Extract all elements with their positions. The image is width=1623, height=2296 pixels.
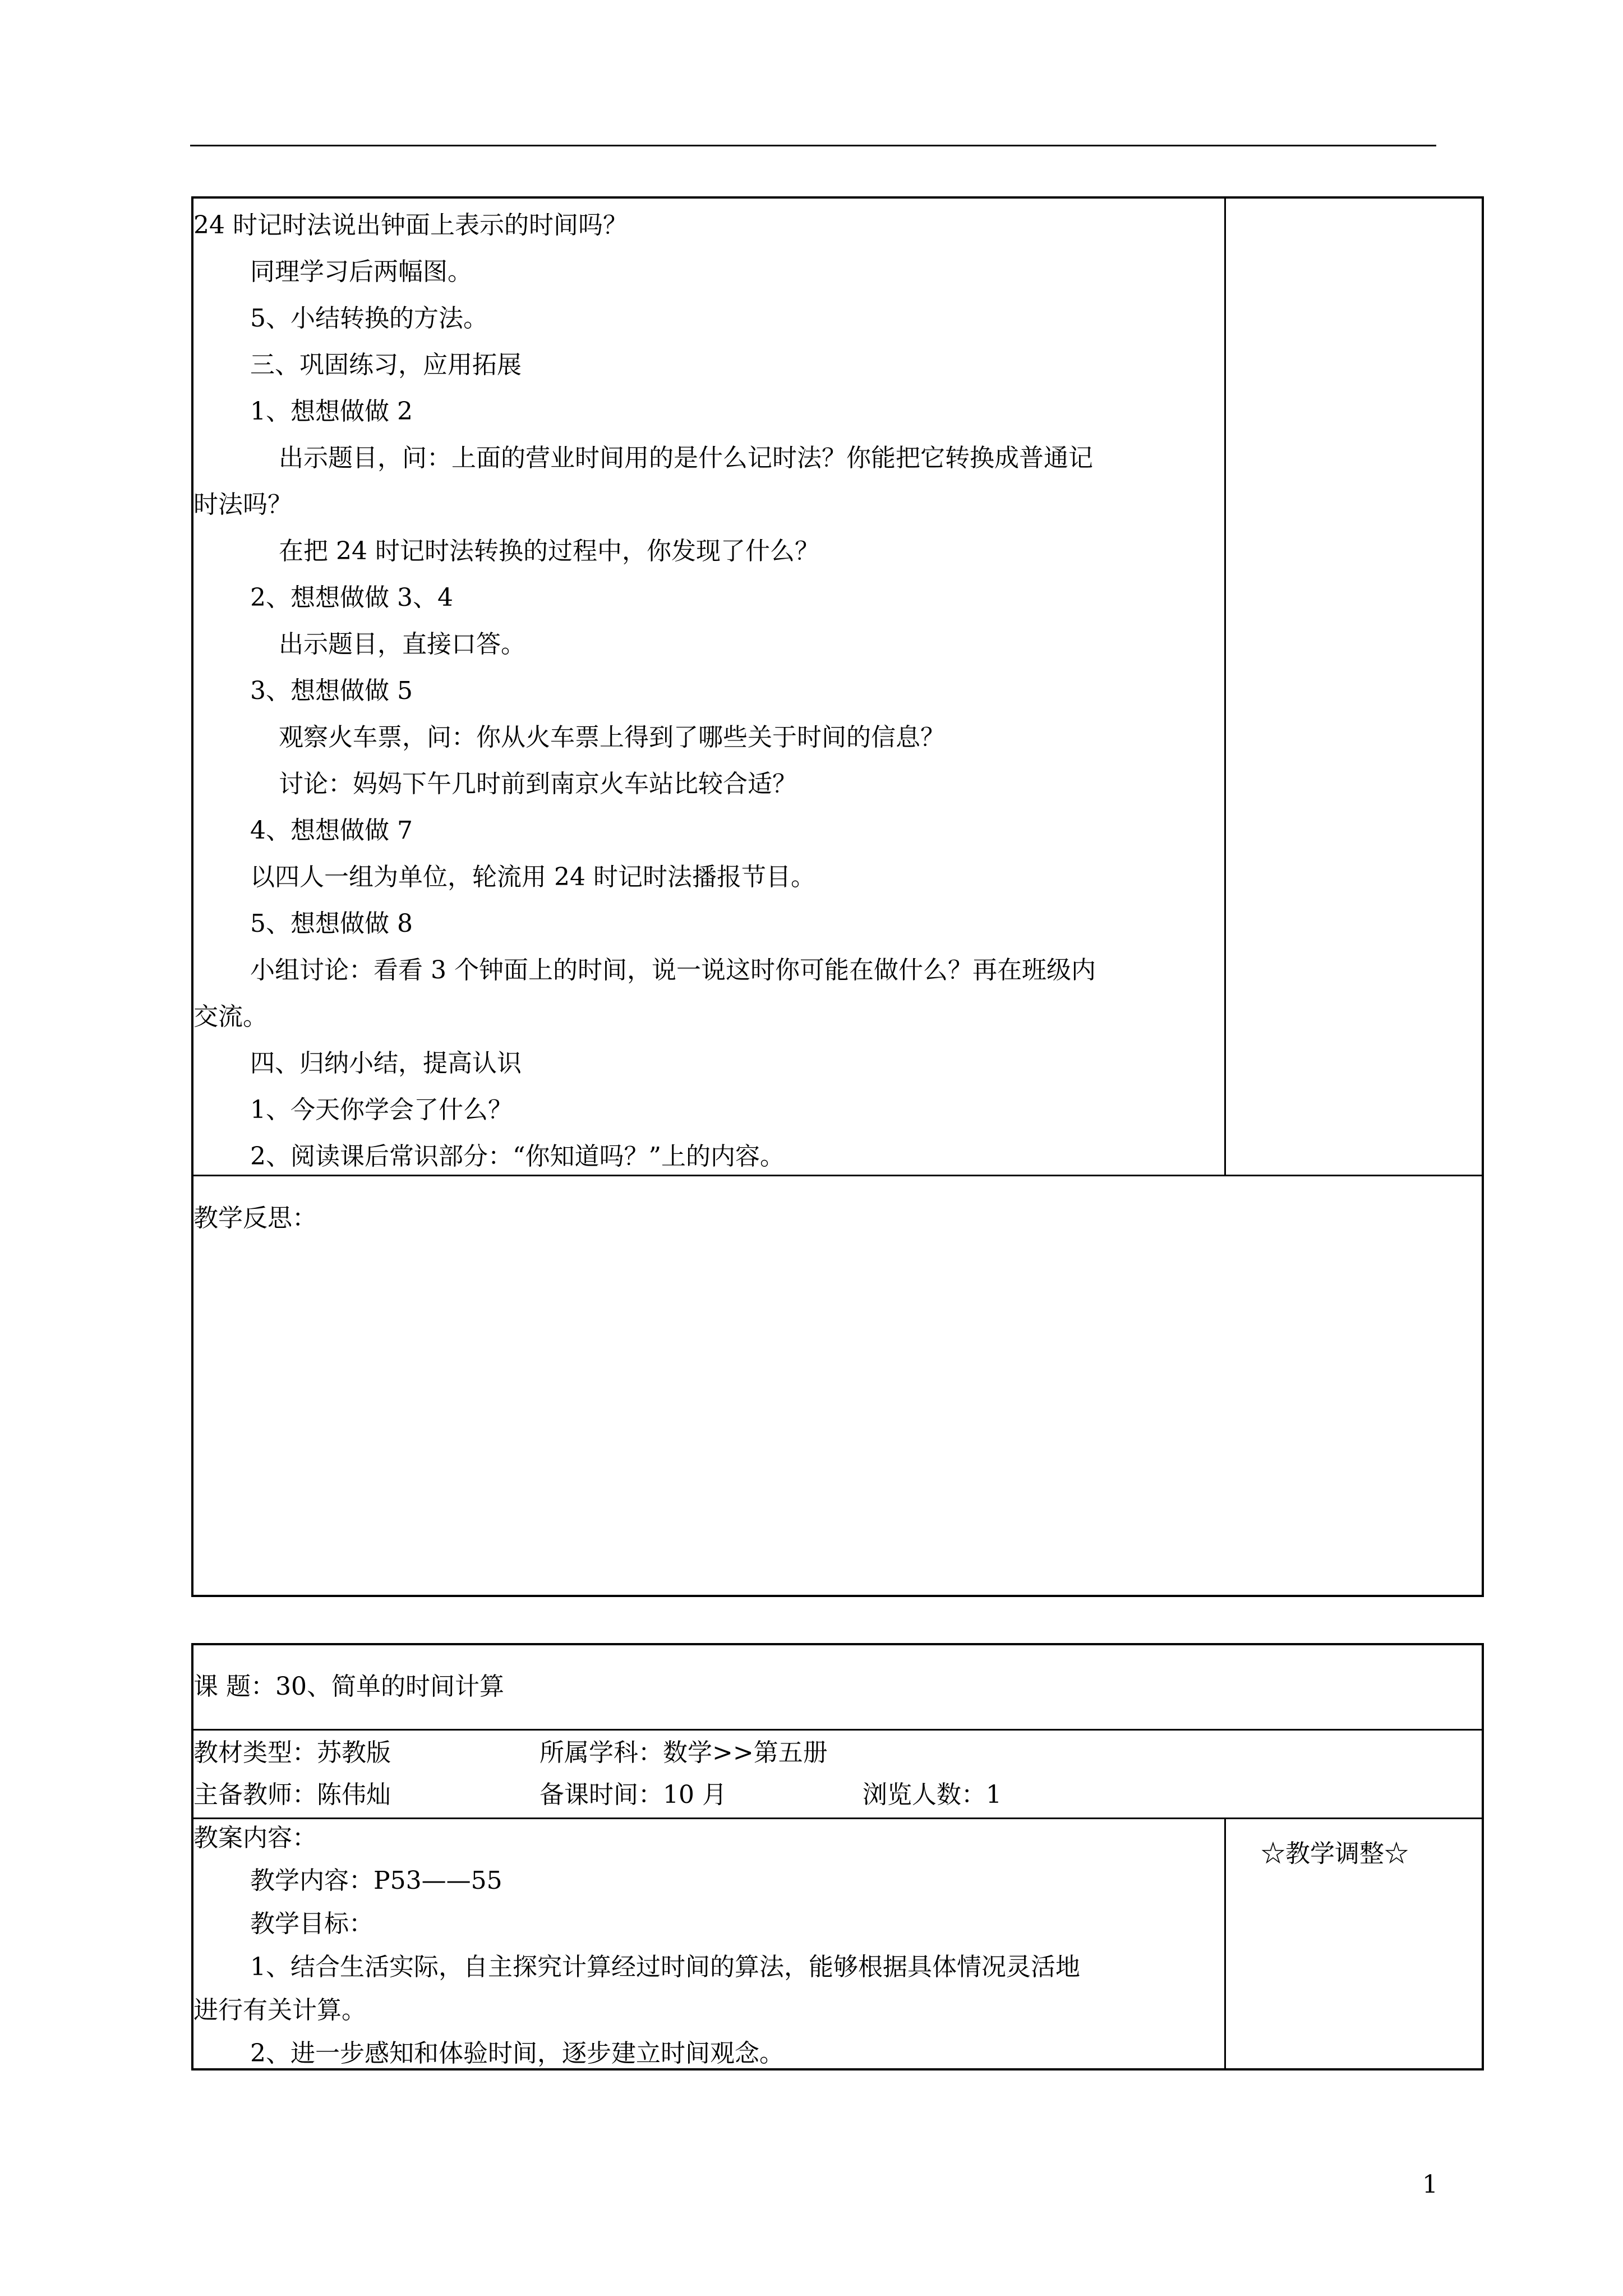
text-line: 时法吗？ (193, 490, 292, 519)
plan-label: 教案内容： (193, 1824, 317, 1852)
text-line: 教学目标： (250, 1910, 374, 1938)
reflection-divider (191, 1175, 1484, 1176)
reflection-label: 教学反思： (193, 1204, 317, 1232)
text-line: 5、小结转换的方法。 (250, 304, 488, 333)
lead-teacher: 主备教师：陈伟灿 (193, 1780, 391, 1809)
text-line: 小组讨论：看看 3 个钟面上的时间，说一说这时你可能在做什么？再在班级内 (250, 956, 1096, 984)
text-line: 2、想想做做 3、4 (250, 583, 453, 612)
text-line: 同理学习后两幅图。 (250, 257, 472, 286)
text-line: 三、巩固练习，应用拓展 (250, 351, 522, 379)
text-line: 1、今天你学会了什么？ (250, 1096, 513, 1124)
header-rule (190, 145, 1436, 146)
text-line: 1、结合生活实际，自主探究计算经过时间的算法，能够根据具体情况灵活地 (250, 1953, 1080, 1981)
text-line: 交流。 (193, 1002, 268, 1031)
text-line: 四、归纳小结，提高认识 (250, 1049, 522, 1078)
text-line: 观察火车票，问：你从火车票上得到了哪些关于时间的信息？ (279, 723, 945, 752)
text-line: 2、阅读课后常识部分：“你知道吗？”上的内容。 (250, 1142, 785, 1171)
text-line: 3、想想做做 5 (250, 677, 413, 705)
adjust-column-divider (1224, 196, 1226, 1175)
text-line: 在把 24 时记时法转换的过程中，你发现了什么？ (279, 537, 819, 565)
text-line: 2、进一步感知和体验时间，逐步建立时间观念。 (250, 2039, 784, 2068)
text-line: 出示题目，问：上面的营业时间用的是什么记时法？你能把它转换成普通记 (279, 444, 1093, 472)
title-divider (191, 1729, 1484, 1731)
view-count: 浏览人数：1 (863, 1780, 1002, 1809)
meta-divider (191, 1818, 1484, 1819)
text-line: 1、想想做做 2 (250, 397, 413, 426)
text-line: 24 时记时法说出钟面上表示的时间吗？ (193, 211, 628, 240)
text-line: 5、想想做做 8 (250, 909, 413, 938)
text-line: 出示题目，直接口答。 (279, 630, 525, 659)
lesson-title: 课 题：30、简单的时间计算 (193, 1672, 504, 1701)
text-line: 以四人一组为单位，轮流用 24 时记时法播报节目。 (250, 863, 815, 891)
adjust-column-divider (1224, 1818, 1226, 2070)
text-line: 进行有关计算。 (193, 1996, 366, 2024)
prep-time: 备课时间：10 月 (540, 1780, 727, 1809)
text-line: 教学内容：P53——55 (250, 1866, 502, 1895)
material-type: 教材类型：苏教版 (193, 1738, 391, 1767)
adjust-label: ☆教学调整☆ (1261, 1839, 1409, 1868)
page-number: 1 (1422, 2170, 1438, 2199)
text-line: 讨论：妈妈下午几时前到南京火车站比较合适？ (279, 770, 797, 798)
text-line: 4、想想做做 7 (250, 816, 413, 845)
subject: 所属学科：数学>>第五册 (540, 1738, 828, 1767)
